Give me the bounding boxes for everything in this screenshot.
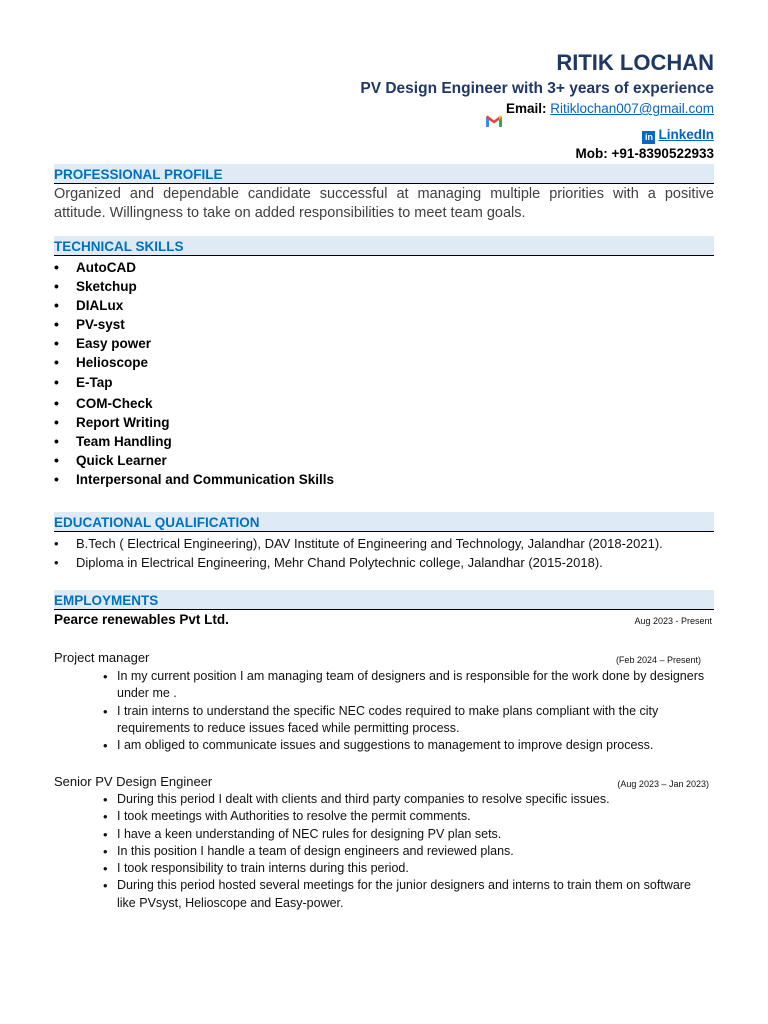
candidate-name: RITIK LOCHAN — [556, 50, 714, 75]
section-header-education: EDUCATIONAL QUALIFICATION — [54, 512, 714, 532]
skill-item: • Team Handling — [54, 432, 714, 451]
skill-item: • E-Tap — [54, 373, 714, 392]
role-duties — [117, 668, 707, 754]
mobile-number: Mob: +91-8390522933 — [575, 146, 714, 161]
skills-list — [54, 258, 714, 489]
duty-item: • In this position I handle a team of design engineers and reviewed plans. — [117, 843, 707, 860]
duty-item: • I took responsibility to train interns during this period. — [117, 860, 707, 877]
skill-item: • Report Writing — [54, 413, 714, 432]
duty-item: • In my current position I am managing team of designers and is responsible for the work done by designers under me . — [117, 668, 707, 703]
profile-summary: Organized and dependable candidate successful at managing multiple priorities with a positive attitude. Willingness to take on added responsibilities to meet team goals. — [54, 186, 714, 221]
skill-item: • AutoCAD — [54, 258, 714, 277]
duty-item: • I train interns to understand the specific NEC codes required to make plans compliant with the city requirements to reduce issues faced while permitting process. — [117, 703, 707, 738]
headline: PV Design Engineer with 3+ years of experience — [360, 80, 714, 97]
email-label: Email: — [505, 101, 547, 116]
skill-item: • DIALux — [54, 296, 714, 315]
education-item: • Diploma in Electrical Engineering, Mehr Chand Polytechnic college, Jalandhar (2015-2018). — [54, 553, 714, 572]
company-name: Pearce renewables Pvt Ltd. — [54, 612, 229, 627]
duty-item: • During this period I dealt with clients and third party companies to resolve specific issues. — [117, 791, 707, 808]
email-link[interactable]: Ritiklochan007@gmail.com — [550, 101, 714, 116]
section-header-profile: PROFESSIONAL PROFILE — [54, 164, 714, 184]
company-dates: Aug 2023 - Present — [634, 616, 712, 626]
duty-item: • I took meetings with Authorities to resolve the permit comments. — [117, 808, 707, 825]
skill-item: • PV-syst — [54, 315, 714, 334]
role-title: Senior PV Design Engineer — [54, 774, 213, 789]
skill-item: • Sketchup — [54, 277, 714, 296]
education-list — [54, 534, 714, 572]
role-dates: (Feb 2024 – Present) — [615, 655, 701, 665]
gmail-icon — [486, 115, 502, 127]
role-dates: (Aug 2023 – Jan 2023) — [617, 779, 709, 789]
skill-item: • Interpersonal and Communication Skills — [54, 470, 714, 489]
duty-item: • I have a keen understanding of NEC rules for designing PV plan sets. — [117, 826, 707, 843]
skill-item: • COM-Check — [54, 394, 714, 413]
linkedin-link[interactable]: LinkedIn — [658, 127, 714, 142]
email-row — [506, 101, 714, 116]
skill-item: • Helioscope — [54, 353, 714, 372]
linkedin-row — [642, 127, 714, 144]
role-title: Project manager — [54, 650, 150, 665]
skill-item: • Quick Learner — [54, 451, 714, 470]
section-header-employment: EMPLOYMENTS — [54, 590, 714, 610]
duty-item: • I am obliged to communicate issues and suggestions to management to improve design process. — [117, 737, 707, 754]
skill-item: • Easy power — [54, 334, 714, 353]
education-item: • B.Tech ( Electrical Engineering), DAV Institute of Engineering and Technology, Jalandhar (2018-2021). — [54, 534, 714, 553]
section-header-skills: TECHNICAL SKILLS — [54, 236, 714, 256]
linkedin-icon[interactable]: in — [642, 131, 655, 144]
role-duties — [117, 791, 707, 912]
duty-item: • During this period hosted several meetings for the junior designers and interns to train them on software like PVsyst, Helioscope and Easy-power. — [117, 877, 707, 912]
